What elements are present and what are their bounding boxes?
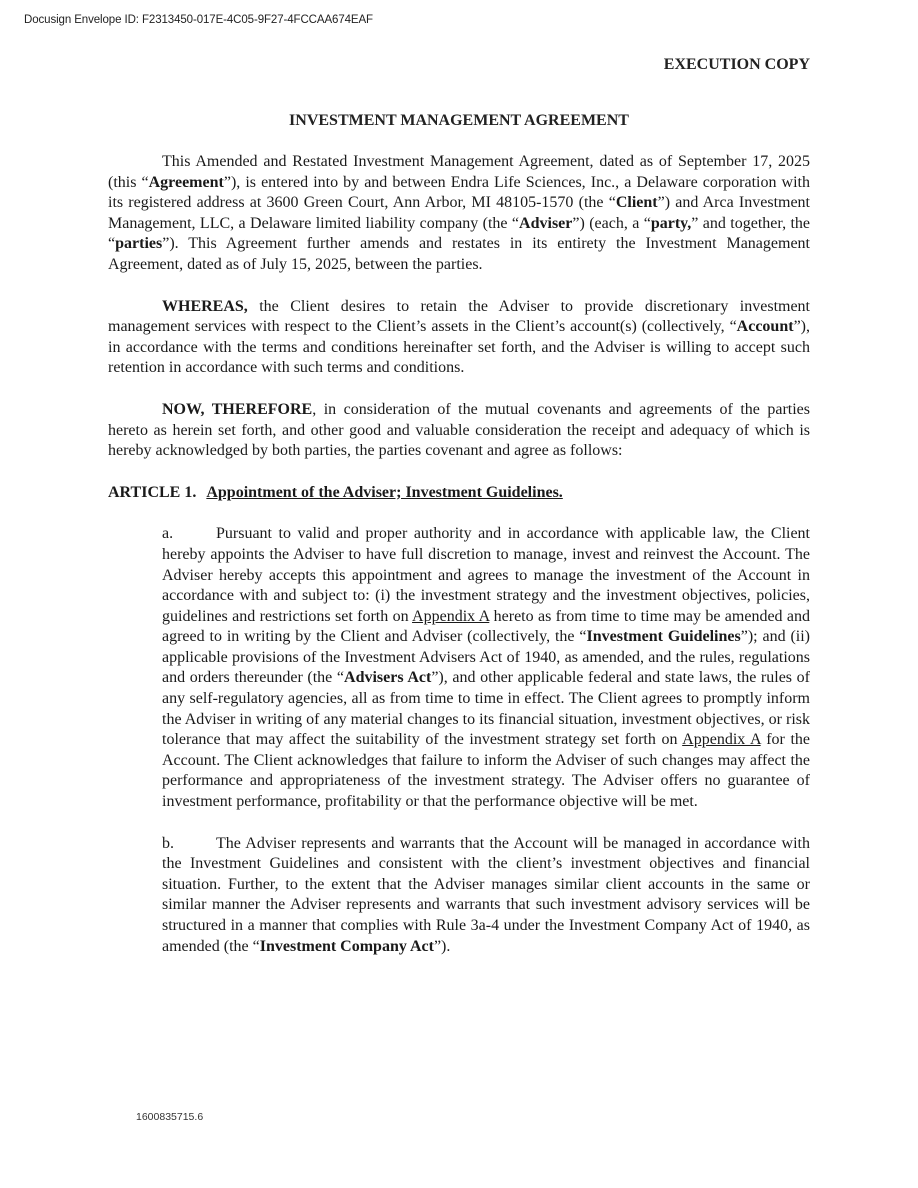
defined-term-account: Account (736, 318, 794, 336)
text-run: ”). (433, 937, 451, 955)
spacer (108, 503, 810, 524)
defined-term-adviser: Adviser (519, 214, 573, 232)
defined-term-client: Client (615, 194, 658, 212)
intro-paragraph (108, 152, 810, 276)
execution-copy-label: EXECUTION COPY (663, 56, 810, 73)
defined-term-advisers-act: Advisers Act (344, 669, 432, 687)
section-label: b. (162, 834, 174, 852)
spacer (108, 462, 810, 483)
text-run: ”) (each, a “ (572, 214, 651, 232)
text-run: hereto as from time to time may be amended and agreed to in writing by the Client and Adviser (collectively, the “ (162, 607, 811, 646)
whereas-lead: WHEREAS, (162, 297, 248, 315)
defined-term-investment-guidelines: Investment Guidelines (586, 628, 741, 646)
spacer (108, 379, 810, 400)
article-number: ARTICLE 1. (108, 483, 197, 501)
appendix-a-reference: Appendix A (412, 607, 490, 625)
appendix-a-reference: Appendix A (682, 731, 761, 749)
text-run: ”); and (ii) applicable provisions of the Investment Advisers Act of 1940, as amended, and the rules, regulations and orders thereunder (the “ (162, 628, 811, 687)
spacer (108, 813, 810, 834)
text-run: ”). This Agreement further amends and restates in its entirety the Investment Management Agreement, dated as of July 15, 2025, between the parties. (108, 235, 810, 273)
now-therefore-paragraph (108, 400, 810, 462)
footer-document-id: 1600835715.6 (136, 1111, 204, 1123)
text-run: ”), in accordance with the terms and conditions hereinafter set forth, and the Adviser is willing to accept such retention in accordance with such terms and conditions. (108, 318, 810, 377)
spacer (108, 276, 810, 297)
document-title: INVESTMENT MANAGEMENT AGREEMENT (289, 112, 629, 129)
article-1-heading (108, 483, 810, 504)
section-label: a. (162, 525, 174, 543)
text-run: Pursuant to valid and proper authority and in accordance with applicable law, the Client hereby appoints the Adviser to have full discretion to manage, invest and reinvest the Account. The Adviser hereby accepts this appointment and agrees to manage the investment of the Account in accordance with and subject to: (i) the investment strategy and the investment objectives, policies, guidelines and restrictions set forth on (162, 525, 810, 625)
text-run: ”) and Arca Investment Management, LLC, a Delaware limited liability company (the “ (108, 194, 811, 232)
text-run: ”), and other applicable federal and state laws, the rules of any self-regulatory agencies, all as from time to time in effect. The Client agrees to promptly inform the Adviser in writing of any material changes to its financial situation, investment objectives, or risk tolerance that may affect the suitability of the investment strategy set forth on (162, 669, 811, 749)
defined-term-parties: parties (115, 235, 163, 253)
docusign-envelope-id: Docusign Envelope ID: F2313450-017E-4C05-9F27-4FCCAA674EAF (24, 14, 373, 26)
text-run: , in consideration of the mutual covenants and agreements of the parties hereto as herein set forth, and other good and valuable consideration the receipt and adequacy of which is hereby acknowledged by both parties, the parties covenant and agree as follows: (108, 400, 811, 460)
whereas-paragraph (108, 297, 810, 379)
defined-term-agreement: Agreement (148, 173, 224, 191)
defined-term-investment-company-act: Investment Company Act (259, 937, 434, 955)
document-body (108, 152, 810, 957)
section-a (162, 524, 810, 812)
text-run: ” and together, the “ (108, 214, 811, 253)
text-run: ”), is entered into by and between Endra Life Sciences, Inc., a Delaware corporation with its registered address at 3600 Green Court, Ann Arbor, MI 48105-1570 (the “ (108, 173, 810, 212)
text-run: This Amended and Restated Investment Management Agreement, dated as of September 17, 2025 (this “ (108, 153, 810, 191)
text-run: for the Account. The Client acknowledges that failure to inform the Adviser of such changes may affect the performance and appropriateness of the investment strategy. The Adviser offers no guarantee of investment performance, profitability or that the performance objective will be met. (162, 731, 811, 811)
defined-term-party: party, (650, 214, 692, 232)
text-run: The Adviser represents and warrants that the Account will be managed in accordance with the Investment Guidelines and consistent with the client’s investment objectives and financial situation. Further, to the extent that the Adviser manages similar client accounts in the same or similar manner the Adviser represents and warrants that such investment advisory services will be structured in a manner that complies with Rule 3a-4 under the Investment Company Act of 1940, as amended (the “ (162, 834, 810, 955)
now-therefore-lead: NOW, THEREFORE (162, 400, 313, 418)
text-run: the Client desires to retain the Adviser to provide discretionary investment management services with respect to the Client’s assets in the Client’s account(s) (collectively, “ (108, 297, 810, 336)
article-title: Appointment of the Adviser; Investment Guidelines. (206, 483, 563, 501)
section-b (162, 834, 810, 958)
